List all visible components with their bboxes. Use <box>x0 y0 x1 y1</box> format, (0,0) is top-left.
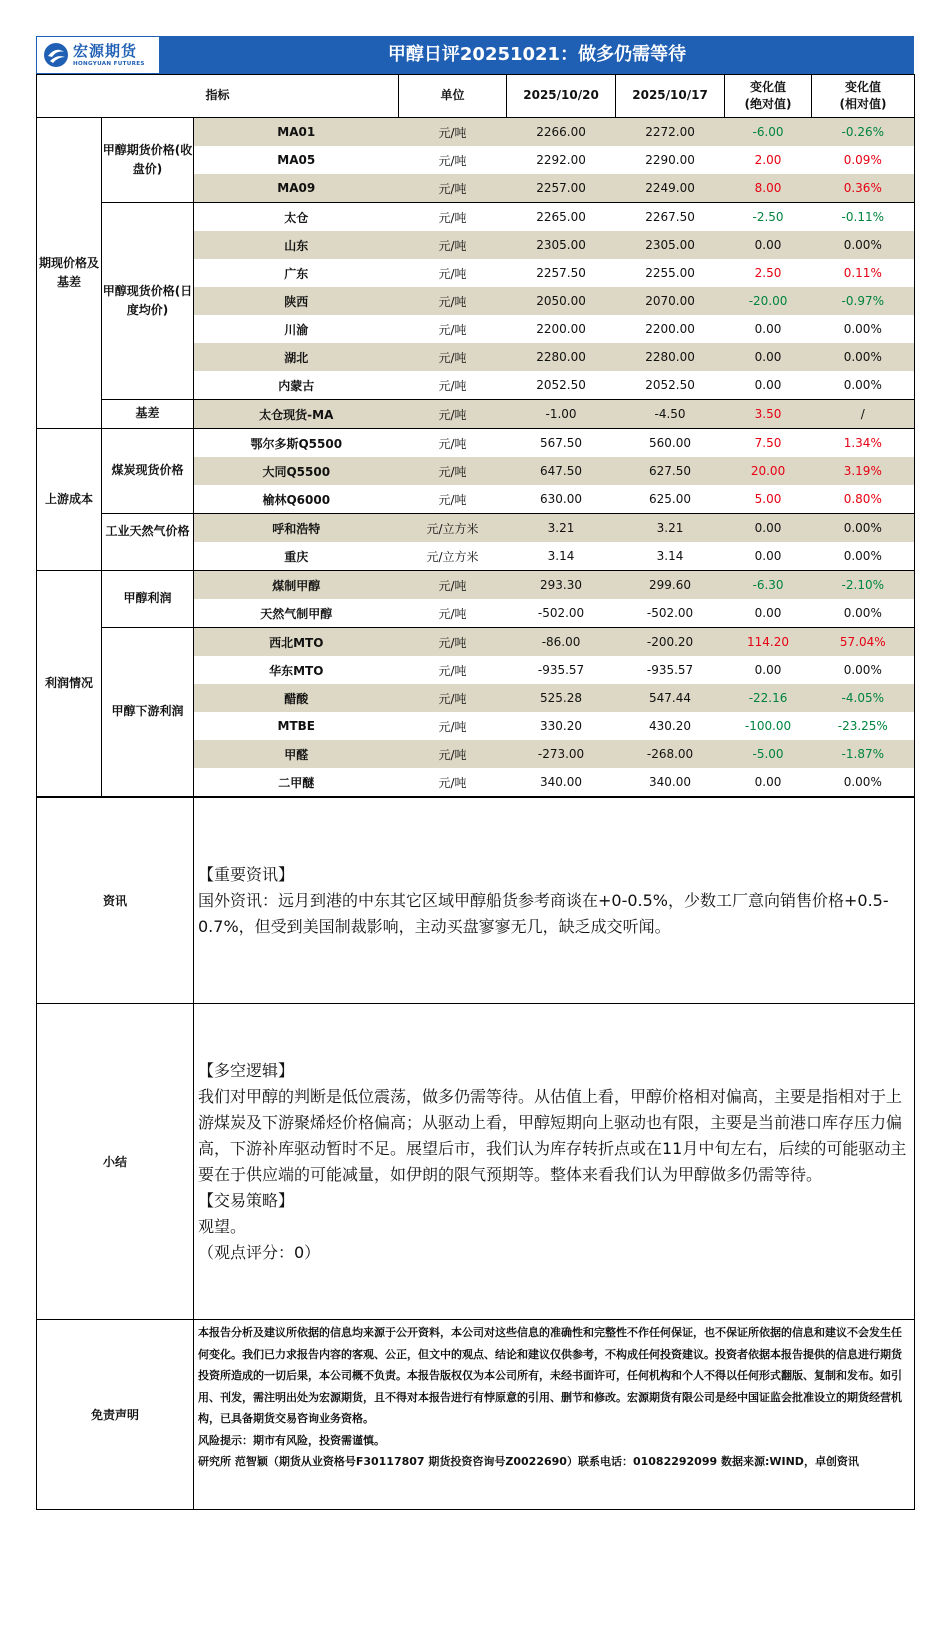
subgroup-downstream-profit: 甲醇下游利润 <box>102 628 194 797</box>
text-sections <box>36 797 915 1510</box>
summary-label: 小结 <box>37 1004 194 1320</box>
row-name: 醋酸 <box>194 684 399 712</box>
row-unit: 元/吨 <box>399 429 507 458</box>
row-abs-change: -100.00 <box>744 719 792 733</box>
news-section <box>37 798 915 1004</box>
row-unit: 元/吨 <box>438 378 467 393</box>
row-abs-change: 0.00 <box>754 549 782 563</box>
row-name: MA01 <box>194 118 399 147</box>
row-value-date1: 2257.50 <box>536 266 586 280</box>
header-abs-change <box>725 75 812 118</box>
row-value-date2: 560.00 <box>616 429 725 458</box>
row-value-date1: 3.21 <box>507 514 616 543</box>
row-unit: 元/吨 <box>438 663 467 678</box>
table-row <box>37 571 915 600</box>
row-value-date1: 293.30 <box>507 571 616 600</box>
row-rel-change: 0.00% <box>812 768 915 797</box>
report-title: 甲醇日评20251021：做多仍需等待 <box>387 44 687 65</box>
row-value-date2: 430.20 <box>649 719 692 733</box>
category-upstream-cost: 上游成本 <box>37 429 102 571</box>
row-rel-change: -0.11% <box>812 203 915 232</box>
row-abs-change: -22.16 <box>725 684 812 712</box>
row-name: MTBE <box>277 719 315 733</box>
row-abs-change: 3.50 <box>725 400 812 429</box>
strategy-heading: 【交易策略】 <box>198 1190 295 1210</box>
row-name: 呼和浩特 <box>194 514 399 543</box>
row-rel-change: 0.00% <box>812 542 915 571</box>
row-abs-change: 8.00 <box>725 174 812 203</box>
disclaimer-label: 免责声明 <box>37 1320 194 1510</box>
row-value-date2: 627.50 <box>616 457 725 485</box>
row-unit: 元/吨 <box>399 343 507 371</box>
row-abs-change: 0.00 <box>754 663 782 677</box>
row-rel-change: 1.34% <box>812 429 915 458</box>
row-abs-change: 0.00 <box>754 378 782 392</box>
row-name: 天然气制甲醇 <box>260 606 333 621</box>
table-header <box>37 75 915 118</box>
row-name: 陕西 <box>194 287 399 315</box>
row-abs-change: 5.00 <box>754 492 782 506</box>
row-name: MA09 <box>194 174 399 203</box>
row-name: 湖北 <box>194 343 399 371</box>
summary-section <box>37 1004 915 1320</box>
row-abs-change: -2.50 <box>725 203 812 232</box>
header-rel-change <box>812 75 915 118</box>
row-unit: 元/吨 <box>438 492 467 507</box>
row-value-date2: 2267.50 <box>616 203 725 232</box>
row-abs-change: -6.00 <box>725 118 812 147</box>
row-name: 太仓 <box>194 203 399 232</box>
row-rel-change: 3.19% <box>812 457 915 485</box>
row-abs-change: 0.00 <box>725 514 812 543</box>
row-abs-change: 2.00 <box>754 153 782 167</box>
row-value-date2: 2200.00 <box>645 322 695 336</box>
subgroup-futures-price: 甲醇期货价格(收盘价) <box>102 118 194 203</box>
title-bar <box>36 36 914 74</box>
row-unit: 元/吨 <box>399 203 507 232</box>
row-unit: 元/吨 <box>399 174 507 203</box>
row-unit: 元/吨 <box>438 719 467 734</box>
row-unit: 元/吨 <box>438 606 467 621</box>
row-abs-change: 0.00 <box>725 231 812 259</box>
row-unit: 元/吨 <box>438 153 467 168</box>
row-name: 甲醛 <box>194 740 399 768</box>
author-note: 研究所 范智颖（期货从业资格号F30117807 期货投资咨询号Z0022690）联系电话：01082292099 数据来源:WIND，卓创资讯 <box>198 1455 859 1468</box>
brand-name-en: HONGYUAN FUTURES <box>73 61 145 67</box>
row-value-date1: 630.00 <box>540 492 583 506</box>
row-value-date1: 330.20 <box>540 719 583 733</box>
row-unit: 元/吨 <box>399 400 507 429</box>
row-abs-change: 20.00 <box>725 457 812 485</box>
row-abs-change: -20.00 <box>725 287 812 315</box>
row-unit: 元/吨 <box>399 287 507 315</box>
row-value-date2: 299.60 <box>616 571 725 600</box>
row-unit: 元/吨 <box>399 457 507 485</box>
row-value-date2: -268.00 <box>616 740 725 768</box>
news-label: 资讯 <box>37 798 194 1004</box>
header-abs-line1: 变化值 <box>750 79 787 94</box>
row-value-date2: 2052.50 <box>645 378 695 392</box>
row-abs-change: -6.30 <box>725 571 812 600</box>
row-name: 榆林Q6000 <box>262 492 331 507</box>
row-value-date2: -4.50 <box>616 400 725 429</box>
row-unit: 元/吨 <box>399 684 507 712</box>
row-value-date1: 2292.00 <box>536 153 586 167</box>
row-value-date2: 2305.00 <box>616 231 725 259</box>
row-rel-change: 0.00% <box>812 656 915 684</box>
row-value-date2: 2272.00 <box>616 118 725 147</box>
row-rel-change: 0.00% <box>812 231 915 259</box>
row-value-date1: 340.00 <box>507 768 616 797</box>
row-unit: 元/吨 <box>399 118 507 147</box>
logic-body: 我们对甲醇的判断是低位震荡，做多仍需等待。从估值上看，甲醇价格相对偏高，主要是指相对于上游煤炭及下游聚烯烃价格偏高；从驱动上看，甲醇短期向上驱动也有限，主要是当前港口库存压力偏高，下游补库驱动暂时不足。展望后市，我们认为库存转折点或在11月中旬左右，后续的可能驱动主要在于供应端的可能减量，如伊朗的限气预期等。整体来看我们认为甲醇做多仍需等待。 <box>198 1086 907 1184</box>
row-value-date1: -935.57 <box>537 663 585 677</box>
report-sheet <box>36 36 914 1510</box>
header-date1: 2025/10/20 <box>507 75 616 118</box>
row-name: 太仓现货-MA <box>194 400 399 429</box>
row-value-date2: 2290.00 <box>645 153 695 167</box>
row-rel-change: 0.11% <box>812 259 915 287</box>
row-rel-change: -0.97% <box>812 287 915 315</box>
row-name: 煤制甲醇 <box>194 571 399 600</box>
row-value-date2: 2255.00 <box>645 266 695 280</box>
row-value-date2: 3.14 <box>656 549 684 563</box>
row-unit: 元/吨 <box>399 628 507 657</box>
row-rel-change: 0.09% <box>812 146 915 174</box>
brand-name-cn: 宏源期货 <box>73 42 138 60</box>
category-spot-basis: 期现价格及基差 <box>37 118 102 429</box>
header-date2: 2025/10/17 <box>616 75 725 118</box>
row-unit: 元/吨 <box>399 740 507 768</box>
score-text: （观点评分：0） <box>198 1242 321 1262</box>
row-rel-change: -2.10% <box>812 571 915 600</box>
row-name: 大同Q5500 <box>194 457 399 485</box>
row-value-date1: -273.00 <box>507 740 616 768</box>
row-abs-change: 114.20 <box>725 628 812 657</box>
row-unit: 元/吨 <box>399 768 507 797</box>
row-unit: 元/吨 <box>438 322 467 337</box>
row-value-date1: 2305.00 <box>507 231 616 259</box>
news-body: 国外资讯：远月到港的中东其它区域甲醇船货参考商谈在+0-0.5%，少数工厂意向销售价格+0.5-0.7%，但受到美国制裁影响，主动买盘寥寥无几，缺乏成交听闻。 <box>198 890 889 936</box>
header-rel-line2: (相对值) <box>839 97 887 111</box>
brand-logo-icon <box>43 42 69 68</box>
row-value-date2: 2249.00 <box>616 174 725 203</box>
row-value-date1: 2052.50 <box>536 378 586 392</box>
header-indicator: 指标 <box>37 75 399 118</box>
row-value-date1: 567.50 <box>507 429 616 458</box>
row-name: 山东 <box>194 231 399 259</box>
row-abs-change: 2.50 <box>754 266 782 280</box>
table-row <box>37 628 915 657</box>
row-rel-change: -4.05% <box>812 684 915 712</box>
category-profit: 利润情况 <box>37 571 102 797</box>
row-value-date2: -502.00 <box>646 606 694 620</box>
row-unit: 元/立方米 <box>399 514 507 543</box>
row-abs-change: 0.00 <box>725 768 812 797</box>
row-value-date2: 2070.00 <box>616 287 725 315</box>
row-name: 二甲醚 <box>194 768 399 797</box>
row-name: 内蒙古 <box>278 378 315 393</box>
row-value-date1: 2050.00 <box>507 287 616 315</box>
news-heading: 【重要资讯】 <box>198 864 295 884</box>
row-value-date1: -1.00 <box>507 400 616 429</box>
row-rel-change: 0.00% <box>812 315 915 343</box>
row-abs-change: 0.00 <box>725 343 812 371</box>
news-content <box>194 798 915 1004</box>
table-row <box>37 400 915 429</box>
row-value-date2: 340.00 <box>616 768 725 797</box>
row-unit: 元/立方米 <box>426 549 479 564</box>
row-value-date2: 2280.00 <box>616 343 725 371</box>
row-rel-change: 0.80% <box>812 485 915 514</box>
row-rel-change: / <box>812 400 915 429</box>
row-unit: 元/吨 <box>399 571 507 600</box>
row-value-date2: -200.20 <box>616 628 725 657</box>
row-abs-change: 7.50 <box>725 429 812 458</box>
summary-content <box>194 1004 915 1320</box>
row-rel-change: 0.00% <box>812 599 915 628</box>
row-value-date1: 2265.00 <box>507 203 616 232</box>
row-value-date1: -86.00 <box>507 628 616 657</box>
row-value-date1: 3.14 <box>547 549 575 563</box>
subgroup-methanol-profit: 甲醇利润 <box>102 571 194 628</box>
row-name: 川渝 <box>284 322 309 337</box>
row-value-date1: 2280.00 <box>507 343 616 371</box>
subgroup-coal-price: 煤炭现货价格 <box>102 429 194 514</box>
row-value-date2: 3.21 <box>616 514 725 543</box>
table-row <box>37 514 915 543</box>
row-rel-change: 0.36% <box>812 174 915 203</box>
table-row <box>37 203 915 232</box>
row-abs-change: 0.00 <box>754 322 782 336</box>
row-value-date1: 2200.00 <box>536 322 586 336</box>
row-value-date1: -502.00 <box>537 606 585 620</box>
brand-logo <box>36 36 160 74</box>
strategy-body: 观望。 <box>198 1216 247 1236</box>
table-row <box>37 118 915 147</box>
row-value-date1: 525.28 <box>507 684 616 712</box>
row-name: 华东MTO <box>269 663 324 678</box>
subgroup-gas-price: 工业天然气价格 <box>102 514 194 571</box>
row-abs-change: -5.00 <box>725 740 812 768</box>
row-rel-change: 0.00% <box>812 343 915 371</box>
row-value-date1: 647.50 <box>507 457 616 485</box>
subgroup-basis: 基差 <box>102 400 194 429</box>
subgroup-spot-price: 甲醇现货价格(日度均价) <box>102 203 194 400</box>
row-name: 广东 <box>284 266 309 281</box>
data-table <box>36 74 915 797</box>
disclaimer-section <box>37 1320 915 1510</box>
row-name: 西北MTO <box>194 628 399 657</box>
logic-heading: 【多空逻辑】 <box>198 1060 295 1080</box>
header-rel-line1: 变化值 <box>845 79 882 94</box>
row-value-date2: -935.57 <box>646 663 694 677</box>
row-value-date1: 2257.00 <box>507 174 616 203</box>
risk-note: 风险提示：期市有风险，投资需谨慎。 <box>198 1433 385 1447</box>
row-abs-change: 0.00 <box>754 606 782 620</box>
disclaimer-content <box>194 1320 915 1510</box>
row-value-date2: 625.00 <box>649 492 692 506</box>
row-name: 重庆 <box>284 549 309 564</box>
row-value-date2: 547.44 <box>616 684 725 712</box>
row-name: 鄂尔多斯Q5500 <box>194 429 399 458</box>
header-abs-line2: (绝对值) <box>744 97 792 111</box>
row-value-date1: 2266.00 <box>507 118 616 147</box>
row-rel-change: -1.87% <box>812 740 915 768</box>
row-rel-change: 0.00% <box>812 514 915 543</box>
row-unit: 元/吨 <box>438 266 467 281</box>
row-rel-change: 0.00% <box>812 371 915 400</box>
row-rel-change: 57.04% <box>812 628 915 657</box>
row-name: MA05 <box>277 153 316 167</box>
row-rel-change: -23.25% <box>812 712 915 740</box>
row-unit: 元/吨 <box>399 231 507 259</box>
row-rel-change: -0.26% <box>812 118 915 147</box>
disclaimer-body: 本报告分析及建议所依据的信息均来源于公开资料，本公司对这些信息的准确性和完整性不作任何保证，也不保证所依据的信息和建议不会发生任何变化。我们已力求报告内容的客观、公正，但文中的观点、结论和建议仅供参考，不构成任何投资建议。投资者依据本报告提供的信息进行期货投资所造成的一切后果，本公司概不负责。本报告版权仅为本公司所有，未经书面许可，任何机构和个人不得以任何形式翻版、复制和发布。如引用、刊发，需注明出处为宏源期货，且不得对本报告进行有悖原意的引用、删节和修改。宏源期货有限公司是经中国证监会批准设立的期货经营机构，已具备期货交易咨询业务资格。 <box>198 1326 902 1425</box>
table-row <box>37 429 915 458</box>
header-unit: 单位 <box>399 75 507 118</box>
